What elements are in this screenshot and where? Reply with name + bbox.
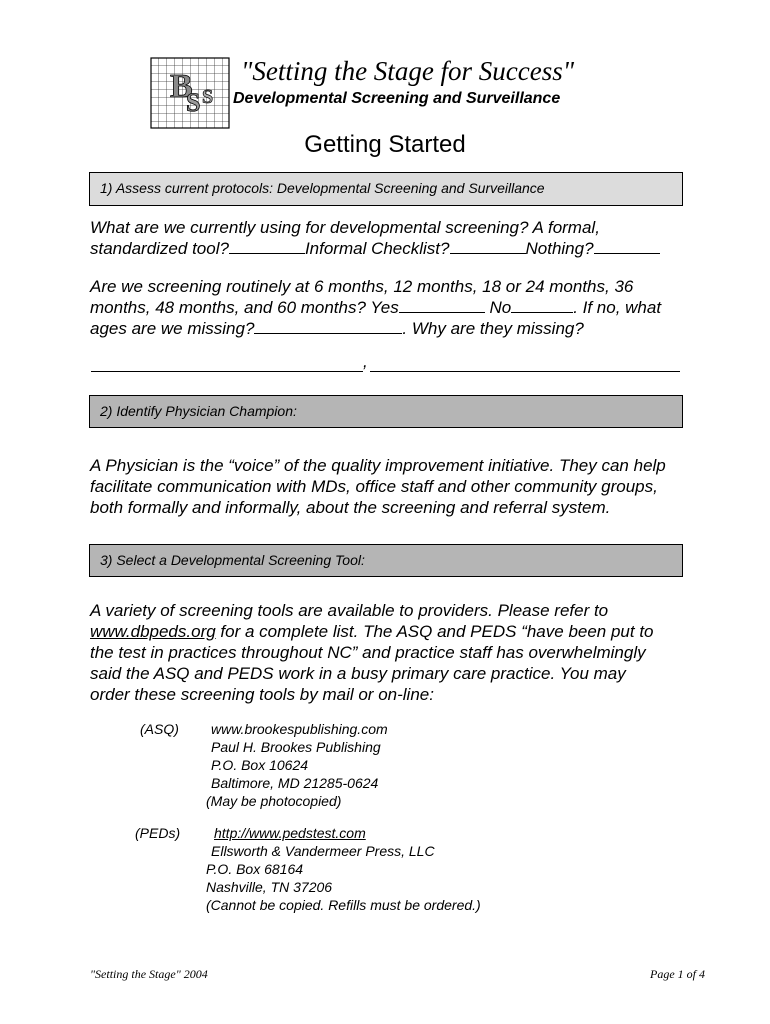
q2-yes-label: months, 48 months, and 60 months? Yes [90, 298, 399, 317]
document-subtitle: Developmental Screening and Surveillance [233, 90, 561, 107]
page-heading: Getting Started [304, 131, 466, 158]
svg-text:S: S [202, 86, 214, 108]
footer-page-number: Page 1 of 4 [650, 967, 705, 981]
section-2-text [90, 455, 690, 518]
peds-city: Nashville, TN 37206 [206, 879, 333, 895]
nothing-blank[interactable] [594, 239, 660, 254]
section-2-box: 2) Identify Physician Champion: [89, 395, 683, 428]
section-1-question-2 [90, 276, 690, 339]
q1-line-1: What are we currently using for developmental screening? A formal, [90, 218, 600, 237]
peds-po-box: P.O. Box 68164 [206, 861, 304, 877]
asq-label: (ASQ) [140, 721, 179, 737]
section-3-line: A variety of screening tools are available to providers. Please refer to [90, 601, 609, 620]
answer-line-right[interactable] [370, 371, 680, 372]
q2-if-no-label: . If no, what [573, 298, 662, 317]
peds-label: (PEDs) [135, 825, 181, 841]
section-3-box: 3) Select a Developmental Screening Tool: [89, 544, 683, 577]
section-1-box: 1) Assess current protocols: Developmental Screening and Surveillance [89, 172, 683, 206]
formal-tool-blank[interactable] [229, 239, 305, 254]
q1-line-2 [90, 238, 690, 259]
q2-ages-label: ages are we missing? [90, 319, 255, 338]
asq-city: Baltimore, MD 21285-0624 [211, 775, 379, 791]
section-3-line: order these screening tools by mail or on-line: [90, 685, 434, 704]
q2-line-3 [90, 318, 690, 339]
section-2-line: both formally and informally, about the screening and referral system. [90, 498, 611, 517]
peds-address [206, 860, 481, 914]
asq-website[interactable]: www.brookespublishing.com [211, 721, 388, 737]
bss-logo [150, 57, 230, 129]
section-2-line: facilitate communication with MDs, office staff and other community groups, [90, 477, 658, 496]
section-1-question-1 [90, 217, 690, 259]
missing-ages-blank[interactable] [254, 319, 402, 334]
q1-nothing-label: Nothing? [525, 239, 594, 258]
section-3-line [90, 621, 690, 642]
section-3-line-2-rest: for a complete list. The ASQ and PEDS “have been put to [215, 622, 654, 641]
q2-why-label: . Why are they missing? [402, 319, 584, 338]
informal-checklist-blank[interactable] [450, 239, 526, 254]
q2-no-label: No [489, 298, 512, 317]
q1-formal-label: standardized tool? [90, 239, 229, 258]
section-3-line: said the ASQ and PEDS work in a busy primary care practice. You may [90, 664, 626, 683]
asq-address [211, 720, 388, 792]
section-3-line: the test in practices throughout NC” and practice staff has overwhelmingly [90, 643, 646, 662]
section-2-line: A Physician is the “voice” of the quality improvement initiative. They can help [90, 456, 666, 475]
yes-blank[interactable] [399, 298, 485, 313]
pedstest-link[interactable]: http://www.pedstest.com [214, 825, 366, 841]
q2-line-1: Are we screening routinely at 6 months, 12 months, 18 or 24 months, 36 [90, 277, 634, 296]
asq-po-box: P.O. Box 10624 [211, 757, 309, 773]
asq-publisher: Paul H. Brookes Publishing [211, 739, 381, 755]
q1-informal-label: Informal Checklist? [304, 239, 450, 258]
svg-text:B: B [170, 68, 193, 105]
document-title: "Setting the Stage for Success" [241, 56, 575, 86]
answer-line-left[interactable] [91, 371, 363, 372]
answer-comma: , [363, 352, 368, 371]
q2-line-2 [90, 297, 690, 318]
footer-left: "Setting the Stage" 2004 [90, 967, 208, 981]
asq-note: (May be photocopied) [206, 793, 342, 809]
svg-text:S: S [186, 88, 201, 117]
peds-publisher: Ellsworth & Vandermeer Press, LLC [211, 843, 435, 859]
no-blank[interactable] [511, 298, 573, 313]
dbpeds-link[interactable]: www.dbpeds.org [90, 622, 216, 641]
section-3-text [90, 600, 690, 705]
peds-note: (Cannot be copied. Refills must be ordered.) [206, 897, 481, 913]
